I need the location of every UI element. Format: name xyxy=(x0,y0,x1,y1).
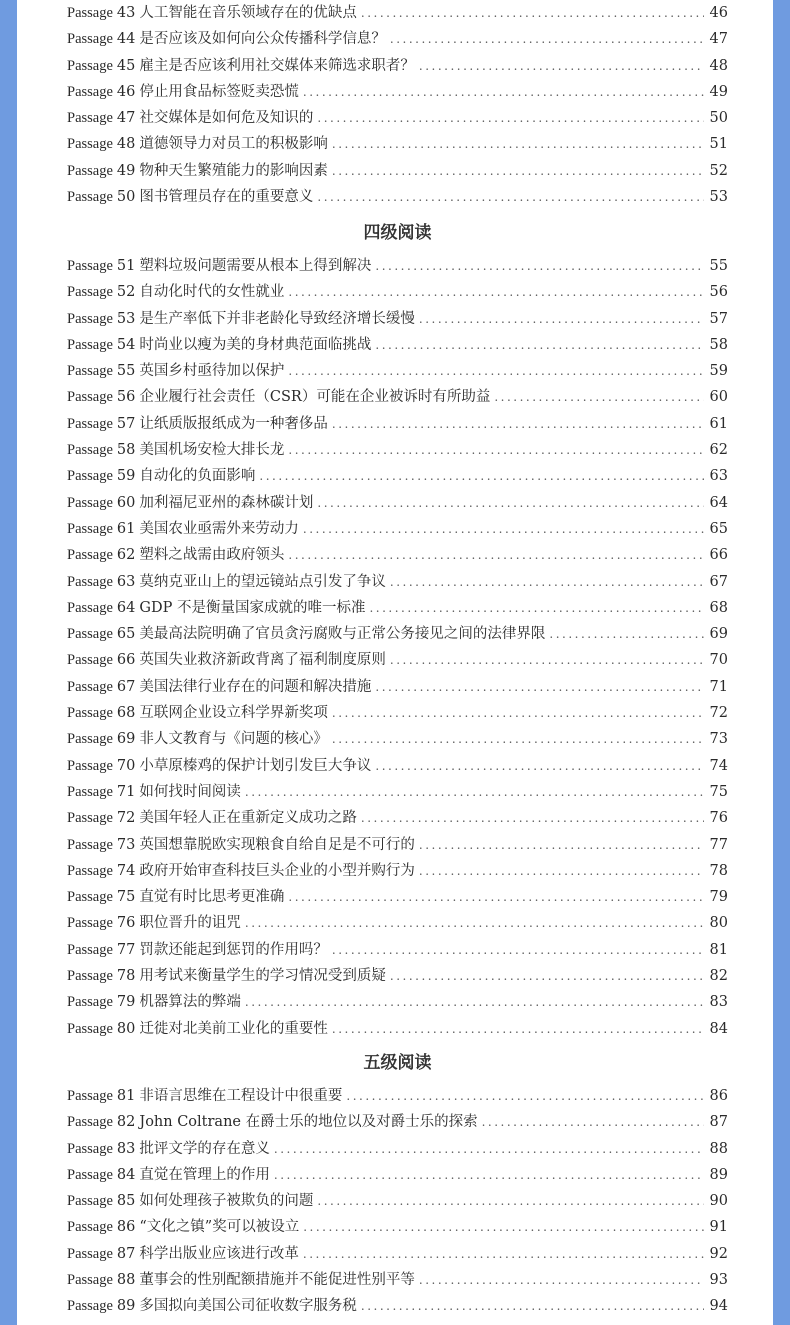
passage-title: John Coltrane 在爵士乐的地位以及对爵士乐的探索 xyxy=(139,1114,478,1131)
page-number: 48 xyxy=(709,57,728,74)
toc-entry[interactable] xyxy=(67,621,728,647)
passage-label: Passage xyxy=(67,415,113,432)
toc-entry[interactable] xyxy=(67,158,728,184)
toc-entry[interactable] xyxy=(67,674,728,700)
passage-number: 65 xyxy=(116,626,136,643)
dot-leader xyxy=(288,542,704,568)
page-number: 72 xyxy=(709,705,728,722)
passage-number: 44 xyxy=(116,31,136,48)
passage-title: 是生产率低下并非老龄化导致经济增长缓慢 xyxy=(139,310,415,327)
page-number: 49 xyxy=(709,83,728,100)
passage-number: 43 xyxy=(116,5,136,21)
dot-leader xyxy=(303,79,704,105)
page-number: 50 xyxy=(709,110,728,127)
page-number: 78 xyxy=(709,862,728,879)
passage-title: “文化之镇”奖可以被设立 xyxy=(139,1219,300,1236)
passage-number: 78 xyxy=(116,968,136,985)
toc-entry[interactable] xyxy=(67,858,728,884)
toc-entry[interactable] xyxy=(67,490,728,516)
passage-title: 美国机场安检大排长龙 xyxy=(139,442,285,459)
toc-entry[interactable] xyxy=(67,384,728,410)
passage-label: Passage xyxy=(67,599,113,616)
passage-label: Passage xyxy=(67,363,113,380)
passage-number: 47 xyxy=(116,110,136,127)
page-number: 75 xyxy=(709,783,728,800)
page-number: 68 xyxy=(709,599,728,616)
toc-entry[interactable] xyxy=(67,884,728,910)
passage-label: Passage xyxy=(67,57,113,74)
page-number: 56 xyxy=(709,284,728,301)
dot-leader xyxy=(361,0,704,26)
passage-title: 职位晋升的诅咒 xyxy=(139,915,241,932)
passage-title: 莫纳克亚山上的望远镜站点引发了争议 xyxy=(139,573,386,590)
toc-entry[interactable] xyxy=(67,279,728,305)
page-number: 65 xyxy=(709,520,728,537)
dot-leader xyxy=(274,1162,704,1188)
passage-number: 81 xyxy=(116,1088,136,1104)
passage-title: 直觉有时比思考更准确 xyxy=(139,889,285,906)
toc-entry[interactable] xyxy=(67,26,728,52)
toc-entry[interactable] xyxy=(67,779,728,805)
dot-leader xyxy=(245,910,704,936)
passage-title: 迁徙对北美前工业化的重要性 xyxy=(139,1020,328,1037)
toc-entry[interactable] xyxy=(67,1293,728,1319)
passage-number: 49 xyxy=(116,162,136,179)
page-number: 84 xyxy=(709,1020,728,1037)
passage-number: 86 xyxy=(116,1219,136,1236)
passage-label: Passage xyxy=(67,889,113,906)
page-number: 77 xyxy=(709,836,728,853)
passage-number: 59 xyxy=(116,468,136,485)
passage-label: Passage xyxy=(67,1193,113,1210)
dot-leader xyxy=(419,1267,704,1293)
passage-label: Passage xyxy=(67,1088,113,1104)
toc-entry[interactable] xyxy=(67,1188,728,1214)
toc-entry[interactable] xyxy=(67,437,728,463)
passage-title: 人工智能在音乐领域存在的优缺点 xyxy=(139,5,357,21)
dot-leader xyxy=(361,1293,704,1319)
toc-page xyxy=(17,0,773,1325)
passage-number: 79 xyxy=(116,994,136,1011)
passage-number: 67 xyxy=(116,678,136,695)
toc-entry[interactable] xyxy=(67,184,728,210)
passage-title: GDP 不是衡量国家成就的唯一标准 xyxy=(139,599,366,616)
dot-leader xyxy=(390,963,704,989)
passage-label: Passage xyxy=(67,442,113,459)
page-number: 59 xyxy=(709,363,728,380)
dot-leader xyxy=(419,832,704,858)
passage-label: Passage xyxy=(67,1020,113,1037)
passage-title: 物种天生繁殖能力的影响因素 xyxy=(139,162,328,179)
passage-number: 77 xyxy=(116,941,136,958)
passage-label: Passage xyxy=(67,389,113,406)
passage-title: 停止用食品标签贬卖恐慌 xyxy=(139,83,299,100)
dot-leader xyxy=(346,1083,704,1109)
passage-number: 57 xyxy=(116,415,136,432)
dot-leader xyxy=(375,753,704,779)
dot-leader xyxy=(317,490,704,516)
passage-label: Passage xyxy=(67,757,113,774)
passage-label: Passage xyxy=(67,110,113,127)
toc-entry[interactable] xyxy=(67,1214,728,1240)
passage-number: 54 xyxy=(116,336,136,353)
dot-leader xyxy=(332,131,704,157)
passage-number: 45 xyxy=(116,57,136,74)
page-number: 66 xyxy=(709,547,728,564)
page-number: 69 xyxy=(709,626,728,643)
dot-leader xyxy=(482,1109,704,1135)
passage-title: 政府开始审查科技巨头企业的小型并购行为 xyxy=(139,862,415,879)
toc-entry[interactable] xyxy=(67,753,728,779)
page-number: 92 xyxy=(709,1245,728,1262)
page-number: 93 xyxy=(709,1272,728,1289)
passage-number: 89 xyxy=(116,1298,136,1315)
dot-leader xyxy=(419,306,704,332)
passage-title: 非人文教育与《问题的核心》 xyxy=(139,731,328,748)
dot-leader xyxy=(332,158,704,184)
passage-label: Passage xyxy=(67,1219,113,1236)
dot-leader xyxy=(303,1214,704,1240)
passage-title: 互联网企业设立科学界新奖项 xyxy=(139,705,328,722)
toc-entry[interactable] xyxy=(67,1241,728,1267)
passage-label: Passage xyxy=(67,520,113,537)
passage-number: 64 xyxy=(116,599,136,616)
page-number: 46 xyxy=(709,5,728,21)
page-number: 64 xyxy=(709,494,728,511)
passage-number: 72 xyxy=(116,810,136,827)
passage-title: 塑料之战需由政府领头 xyxy=(139,547,285,564)
passage-number: 76 xyxy=(116,915,136,932)
toc-entry[interactable] xyxy=(67,358,728,384)
page-number: 86 xyxy=(709,1088,728,1104)
passage-number: 52 xyxy=(116,284,136,301)
toc-entry[interactable] xyxy=(67,411,728,437)
dot-leader xyxy=(332,700,704,726)
passage-label: Passage xyxy=(67,731,113,748)
passage-title: 道德领导力对员工的积极影响 xyxy=(139,136,328,153)
toc-entry[interactable] xyxy=(67,1109,728,1135)
dot-leader xyxy=(390,647,704,673)
dot-leader xyxy=(494,384,704,410)
passage-number: 84 xyxy=(116,1166,136,1183)
passage-label: Passage xyxy=(67,1140,113,1157)
passage-title: 美国法律行业存在的问题和解决措施 xyxy=(139,678,372,695)
passage-label: Passage xyxy=(67,652,113,669)
page-number: 80 xyxy=(709,915,728,932)
passage-label: Passage xyxy=(67,1245,113,1262)
toc-entry[interactable] xyxy=(67,306,728,332)
toc-entry[interactable] xyxy=(67,332,728,358)
passage-number: 66 xyxy=(116,652,136,669)
page-number: 81 xyxy=(709,941,728,958)
dot-leader xyxy=(375,674,704,700)
dot-leader xyxy=(332,411,704,437)
dot-leader xyxy=(288,437,704,463)
page-number: 62 xyxy=(709,442,728,459)
dot-leader xyxy=(332,1016,704,1042)
passage-number: 74 xyxy=(116,862,136,879)
dot-leader xyxy=(375,332,704,358)
passage-title: 美最高法院明确了官员贪污腐败与正常公务接见之间的法律界限 xyxy=(139,626,546,643)
passage-label: Passage xyxy=(67,705,113,722)
toc-entry[interactable] xyxy=(67,1016,728,1042)
passage-label: Passage xyxy=(67,915,113,932)
passage-label: Passage xyxy=(67,1272,113,1289)
passage-title: 美国农业亟需外来劳动力 xyxy=(139,520,299,537)
toc-entry[interactable] xyxy=(67,542,728,568)
toc-entry[interactable] xyxy=(67,1083,728,1109)
page-number: 57 xyxy=(709,310,728,327)
passage-title: 罚款还能起到惩罚的作用吗？ xyxy=(139,941,328,958)
section-4 xyxy=(67,213,728,1042)
page-number: 73 xyxy=(709,731,728,748)
passage-label: Passage xyxy=(67,1114,113,1131)
dot-leader xyxy=(419,53,704,79)
section-4-entries xyxy=(67,253,728,1042)
passage-label: Passage xyxy=(67,310,113,327)
toc-entry[interactable] xyxy=(67,700,728,726)
passage-title: 如何找时间阅读 xyxy=(139,783,241,800)
toc-entry[interactable] xyxy=(67,79,728,105)
passage-number: 58 xyxy=(116,442,136,459)
page-number: 87 xyxy=(709,1114,728,1131)
passage-number: 61 xyxy=(116,520,136,537)
dot-leader xyxy=(332,726,704,752)
passage-title: 机器算法的弊端 xyxy=(139,994,241,1011)
page-number: 70 xyxy=(709,652,728,669)
page-number: 89 xyxy=(709,1166,728,1183)
passage-title: 自动化时代的女性就业 xyxy=(139,284,285,301)
dot-leader xyxy=(288,358,704,384)
passage-label: Passage xyxy=(67,468,113,485)
section-heading: 四级阅读 xyxy=(363,223,432,243)
section-5 xyxy=(67,1043,728,1320)
passage-title: 让纸质版报纸成为一种奢侈品 xyxy=(139,415,328,432)
toc-entry[interactable] xyxy=(67,1267,728,1293)
dot-leader xyxy=(390,569,704,595)
passage-number: 71 xyxy=(116,783,136,800)
page-number: 53 xyxy=(709,189,728,206)
dot-leader xyxy=(303,1241,704,1267)
toc-entry[interactable] xyxy=(67,463,728,489)
passage-title: 图书管理员存在的重要意义 xyxy=(139,189,314,206)
passage-label: Passage xyxy=(67,5,113,21)
passage-number: 56 xyxy=(116,389,136,406)
passage-number: 83 xyxy=(116,1140,136,1157)
passage-label: Passage xyxy=(67,941,113,958)
dot-leader xyxy=(375,253,704,279)
toc-block-top xyxy=(67,0,728,210)
passage-number: 53 xyxy=(116,310,136,327)
toc-entry[interactable] xyxy=(67,105,728,131)
passage-title: 自动化的负面影响 xyxy=(139,468,256,485)
passage-number: 55 xyxy=(116,363,136,380)
toc-entry[interactable] xyxy=(67,131,728,157)
dot-leader xyxy=(369,595,704,621)
section-5-entries xyxy=(67,1083,728,1320)
passage-number: 87 xyxy=(116,1245,136,1262)
page-number: 60 xyxy=(709,389,728,406)
dot-leader xyxy=(317,184,704,210)
passage-title: 是否应该及如何向公众传播科学信息？ xyxy=(139,31,386,48)
dot-leader xyxy=(274,1136,704,1162)
passage-number: 69 xyxy=(116,731,136,748)
passage-title: 小草原榛鸡的保护计划引发巨大争议 xyxy=(139,757,372,774)
passage-label: Passage xyxy=(67,83,113,100)
page-number: 52 xyxy=(709,162,728,179)
page-number: 91 xyxy=(709,1219,728,1236)
passage-number: 75 xyxy=(116,889,136,906)
page-number: 67 xyxy=(709,573,728,590)
toc-entry[interactable] xyxy=(67,1136,728,1162)
toc-entry[interactable] xyxy=(67,253,728,279)
passage-title: 塑料垃圾问题需要从根本上得到解决 xyxy=(139,258,372,274)
toc-entry[interactable] xyxy=(67,0,728,26)
toc-entry[interactable] xyxy=(67,910,728,936)
passage-title: 非语言思维在工程设计中很重要 xyxy=(139,1088,343,1104)
page-number: 47 xyxy=(709,31,728,48)
passage-label: Passage xyxy=(67,994,113,1011)
passage-label: Passage xyxy=(67,494,113,511)
passage-title: 英国乡村亟待加以保护 xyxy=(139,363,285,380)
toc-entry[interactable] xyxy=(67,963,728,989)
passage-number: 46 xyxy=(116,83,136,100)
passage-title: 社交媒体是如何危及知识的 xyxy=(139,110,314,127)
passage-label: Passage xyxy=(67,626,113,643)
toc-entry[interactable] xyxy=(67,832,728,858)
page-number: 90 xyxy=(709,1193,728,1210)
dot-leader xyxy=(245,989,704,1015)
toc-entry[interactable] xyxy=(67,569,728,595)
passage-label: Passage xyxy=(67,678,113,695)
toc-entry[interactable] xyxy=(67,595,728,621)
passage-number: 63 xyxy=(116,573,136,590)
passage-number: 48 xyxy=(116,136,136,153)
page-number: 82 xyxy=(709,968,728,985)
dot-leader xyxy=(317,1188,704,1214)
passage-number: 68 xyxy=(116,705,136,722)
dot-leader xyxy=(288,279,704,305)
page-number: 55 xyxy=(709,258,728,274)
dot-leader xyxy=(419,858,704,884)
passage-title: 董事会的性别配额措施并不能促进性别平等 xyxy=(139,1272,415,1289)
dot-leader xyxy=(288,884,704,910)
passage-number: 60 xyxy=(116,494,136,511)
passage-number: 50 xyxy=(116,189,136,206)
passage-label: Passage xyxy=(67,1166,113,1183)
toc-entry[interactable] xyxy=(67,516,728,542)
page-number: 83 xyxy=(709,994,728,1011)
passage-label: Passage xyxy=(67,862,113,879)
passage-number: 80 xyxy=(116,1020,136,1037)
passage-number: 85 xyxy=(116,1193,136,1210)
page-number: 94 xyxy=(709,1298,728,1315)
page-number: 76 xyxy=(709,810,728,827)
dot-leader xyxy=(259,463,704,489)
toc-entry[interactable] xyxy=(67,989,728,1015)
passage-label: Passage xyxy=(67,810,113,827)
passage-number: 88 xyxy=(116,1272,136,1289)
passage-label: Passage xyxy=(67,783,113,800)
passage-number: 70 xyxy=(116,757,136,774)
passage-number: 51 xyxy=(116,258,136,274)
page-number: 63 xyxy=(709,468,728,485)
passage-number: 82 xyxy=(116,1114,136,1131)
passage-title: 如何处理孩子被欺负的问题 xyxy=(139,1193,314,1210)
toc-entry[interactable] xyxy=(67,805,728,831)
passage-label: Passage xyxy=(67,189,113,206)
passage-title: 美国年轻人正在重新定义成功之路 xyxy=(139,810,357,827)
page-number: 79 xyxy=(709,889,728,906)
passage-title: 企业履行社会责任（CSR）可能在企业被诉时有所助益 xyxy=(139,389,491,406)
dot-leader xyxy=(332,937,704,963)
passage-label: Passage xyxy=(67,836,113,853)
passage-label: Passage xyxy=(67,1298,113,1315)
passage-label: Passage xyxy=(67,336,113,353)
passage-title: 科学出版业应该进行改革 xyxy=(139,1245,299,1262)
passage-title: 英国想靠脱欧实现粮食自给自足是不可行的 xyxy=(139,836,415,853)
passage-label: Passage xyxy=(67,573,113,590)
page-number: 58 xyxy=(709,336,728,353)
passage-number: 62 xyxy=(116,547,136,564)
dot-leader xyxy=(245,779,704,805)
section-heading: 五级阅读 xyxy=(363,1053,432,1073)
passage-title: 多国拟向美国公司征收数字服务税 xyxy=(139,1298,357,1315)
dot-leader xyxy=(303,516,704,542)
passage-title: 英国失业救济新政背离了福利制度原则 xyxy=(139,652,386,669)
page-number: 88 xyxy=(709,1140,728,1157)
dot-leader xyxy=(549,621,704,647)
dot-leader xyxy=(317,105,704,131)
passage-label: Passage xyxy=(67,284,113,301)
toc-entry[interactable] xyxy=(67,647,728,673)
page-number: 51 xyxy=(709,136,728,153)
toc-entry[interactable] xyxy=(67,726,728,752)
passage-label: Passage xyxy=(67,31,113,48)
passage-title: 批评文学的存在意义 xyxy=(139,1140,270,1157)
passage-label: Passage xyxy=(67,968,113,985)
dot-leader xyxy=(390,26,704,52)
passage-label: Passage xyxy=(67,547,113,564)
page-number: 74 xyxy=(709,757,728,774)
passage-title: 雇主是否应该利用社交媒体来筛选求职者？ xyxy=(139,57,415,74)
page-number: 61 xyxy=(709,415,728,432)
passage-title: 用考试来衡量学生的学习情况受到质疑 xyxy=(139,968,386,985)
toc-entry[interactable] xyxy=(67,1162,728,1188)
passage-number: 73 xyxy=(116,836,136,853)
passage-label: Passage xyxy=(67,258,113,274)
toc-entry[interactable] xyxy=(67,937,728,963)
passage-title: 时尚业以瘦为美的身材典范面临挑战 xyxy=(139,336,372,353)
passage-title: 直觉在管理上的作用 xyxy=(139,1166,270,1183)
passage-label: Passage xyxy=(67,162,113,179)
toc-entry[interactable] xyxy=(67,53,728,79)
passage-title: 加利福尼亚州的森林碳计划 xyxy=(139,494,314,511)
dot-leader xyxy=(361,805,704,831)
page-number: 71 xyxy=(709,678,728,695)
passage-label: Passage xyxy=(67,136,113,153)
